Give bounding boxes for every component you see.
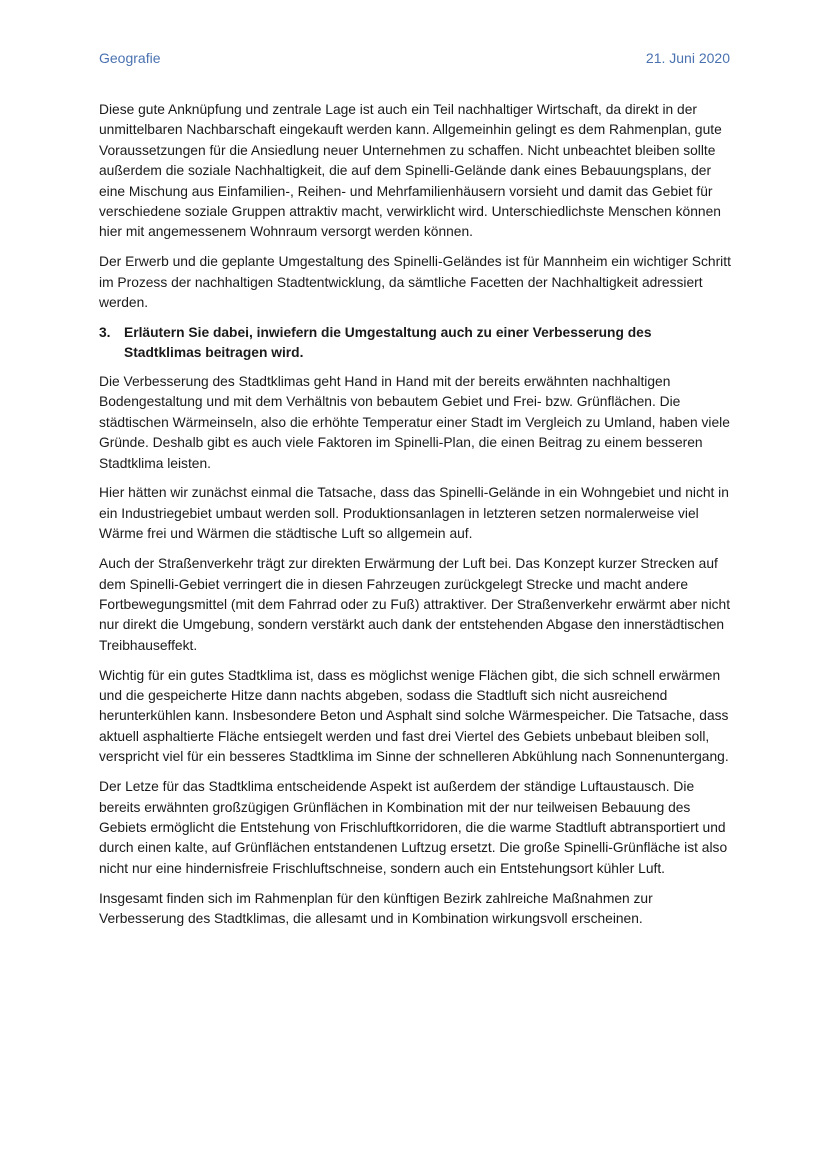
paragraph: Auch der Straßenverkehr trägt zur direkten Erwärmung der Luft bei. Das Konzept kurzer Strecken auf dem Spinelli-Gebiet verringert die in diesen Fahrzeugen zurückgelegt Strecke und macht andere Fortbewegungsmittel (mit dem Fahrrad oder zu Fuß) attraktiver. Der Straßenverkehr erwärmt aber nicht nur direkt die Umgebung, sondern verstärkt auch dank der entstehenden Abgase den innerstädtischen Treibhauseffekt.: [99, 556, 731, 653]
paragraph: Wichtig für ein gutes Stadtklima ist, dass es möglichst wenige Flächen gibt, die sich schnell erwärmen und die gespeicherte Hitze dann nachts abgeben, sodass die Stadtluft sich nicht ausreichend herunterkühlen kann. Insbesondere Beton und Asphalt sind solche Wärmespeicher. Die Tatsache, dass aktuell asphaltierte Fläche entsiegelt werden und fast drei Viertel des Gebiets unbebaut bleiben soll, verspricht viel für ein besseres Stadtklima im Sinne der schnelleren Abkühlung nach Sonnenuntergang.: [99, 667, 729, 765]
paragraph: Insgesamt finden sich im Rahmenplan für den künftigen Bezirk zahlreiche Maßnahmen zur Verbesserung des Stadtklimas, die allesamt und in Kombination wirkungsvoll erscheinen.: [99, 890, 653, 927]
question-text: Erläutern Sie dabei, inwiefern die Umgestaltung auch zu einer Verbesserung des Stadtklimas beitragen wird.: [124, 325, 652, 361]
paragraph: Hier hätten wir zunächst einmal die Tatsache, dass das Spinelli-Gelände in ein Wohngebiet und nicht in ein Industriegebiet umbaut werden soll. Produktionsanlagen in letzteren setzen normalerweise viel Wärme frei und Wärmen die städtische Luft so allgemein auf.: [99, 485, 729, 542]
paragraph: Diese gute Anknüpfung und zentrale Lage ist auch ein Teil nachhaltiger Wirtschaft, da direkt in der unmittelbaren Nachbarschaft eingekauft werden kann. Allgemeinhin gelingt es dem Rahmenplan, gute Voraussetzungen für die Ansiedlung neuer Unternehmen zu schaffen. Nicht unbeachtet bleiben sollte außerdem die soziale Nachhaltigkeit, die auf dem Spinelli-Gelände dank eines Bebauungsplans, der eine Mischung aus Einfamilien-, Reihen- und Mehrfamilienhäusern vorsieht und damit das Gebiet für verschiedene soziale Gruppen attraktiv macht, verwirklicht wird. Unterschiedlichste Menschen können hier mit angemessenem Wohnraum versorgt werden können.: [99, 102, 722, 240]
header-date: 21. Juni 2020: [645, 50, 730, 66]
page-header: [99, 50, 730, 66]
question-heading: [99, 323, 731, 364]
question-number: 3.: [99, 325, 111, 341]
document-body: [99, 100, 731, 939]
paragraph: Der Letze für das Stadtklima entscheidende Aspekt ist außerdem der ständige Luftaustausch. Die bereits erwähnten großzügigen Grünflächen in Kombination mit der nur teilweisen Bebauung des Gebiets ermöglicht die Entstehung von Frischluftkorridoren, die die warme Stadtluft abtransportiert und durch einen kalte, auf Grünflächen entstandenen Luftzug ersetzt. Die große Spinelli-Grünfläche ist also nicht nur eine hindernisfreie Frischluftschneise, sondern auch ein Entstehungsort kühler Luft.: [99, 779, 728, 876]
header-subject: Geografie: [99, 50, 161, 66]
paragraph: Der Erwerb und die geplante Umgestaltung des Spinelli-Geländes ist für Mannheim ein wichtiger Schritt im Prozess der nachhaltigen Stadtentwicklung, da sämtliche Facetten der Nachhaltigkeit adressiert werden.: [99, 254, 731, 311]
paragraph: Die Verbesserung des Stadtklimas geht Hand in Hand mit der bereits erwähnten nachhaltigen Bodengestaltung und mit dem Verhältnis von bebautem Gebiet und Frei- bzw. Grünflächen. Die städtischen Wärmeinseln, also die erhöhte Temperatur einer Stadt im Vergleich zu Umland, haben viele Gründe. Deshalb gibt es auch viele Faktoren im Spinelli-Plan, die einen Beitrag zu einem besseren Stadtklima leisten.: [99, 373, 730, 471]
